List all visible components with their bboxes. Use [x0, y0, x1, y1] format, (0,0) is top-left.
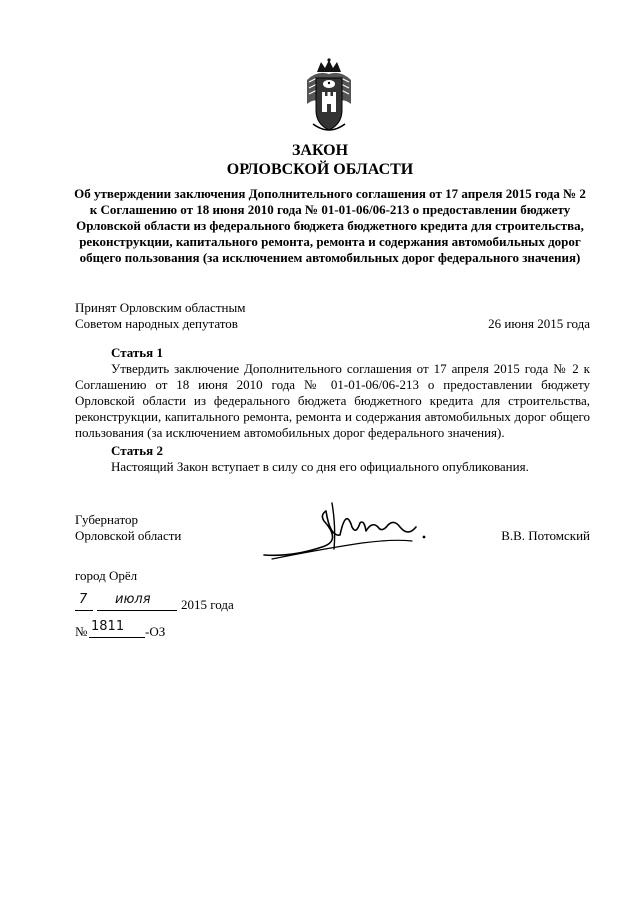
- signatory-position-line-1: Губернатор: [75, 512, 138, 527]
- law-subject: Об утверждении заключения Дополнительного соглашения от 17 апреля 2015 года № 2 к Соглашению от 18 июня 2010 года № 01-01-06/06-213 о предоставлении бюджету Орловской области из федерального бюджета бюджетного кредита для строительства, реконструкции, капитального ремонта, ремонта и содержания автомобильных дорог общего пользования (за исключением автомобильных дорог федерального значения): [74, 186, 586, 265]
- signing-date: [75, 592, 375, 613]
- number-blank: [89, 637, 145, 638]
- coat-of-arms-icon: [303, 58, 355, 134]
- number-suffix: -ОЗ: [145, 624, 166, 639]
- place-of-signing: город Орёл: [75, 568, 138, 583]
- handwritten-signature: [262, 497, 434, 565]
- article-2-text: Настоящий Закон вступает в силу со дня его официального опубликования.: [111, 459, 529, 474]
- law-number-value: 1811: [91, 619, 125, 634]
- article-2-heading: Статья 2: [111, 443, 163, 458]
- adopted-line-1: Принят Орловским областным: [75, 300, 246, 315]
- signing-day: 7: [79, 592, 88, 607]
- law-number: [75, 619, 275, 640]
- signing-month: июля: [115, 592, 151, 607]
- day-blank: [75, 610, 93, 611]
- article-1-heading: Статья 1: [111, 345, 163, 360]
- article-1-text: Утвердить заключение Дополнительного соглашения от 17 апреля 2015 года № 2 к Соглашению от 18 июня 2010 года № 01-01-06/06-213 о предоставлении бюджету Орловской области из федерального бюджета бюджетного кредита для строительства, реконструкции, капитального ремонта, ремонта и содержания автомобильных дорог общего пользования (за исключением автомобильных дорог федерального значения).: [75, 361, 590, 440]
- adopted-line-2: Советом народных депутатов: [75, 316, 238, 331]
- adopted-by: [75, 300, 245, 332]
- law-title: ЗАКОН: [291, 142, 349, 159]
- number-prefix: №: [75, 624, 88, 639]
- law-region: ОРЛОВСКОЙ ОБЛАСТИ: [226, 161, 414, 178]
- signatory-position-line-2: Орловской области: [75, 528, 182, 543]
- month-blank: [97, 610, 177, 611]
- adopted-date: 26 июня 2015 года: [488, 316, 590, 331]
- signatory-position: [75, 512, 181, 544]
- signing-year: 2015 года: [181, 597, 234, 612]
- signatory-name: В.В. Потомский: [501, 528, 590, 543]
